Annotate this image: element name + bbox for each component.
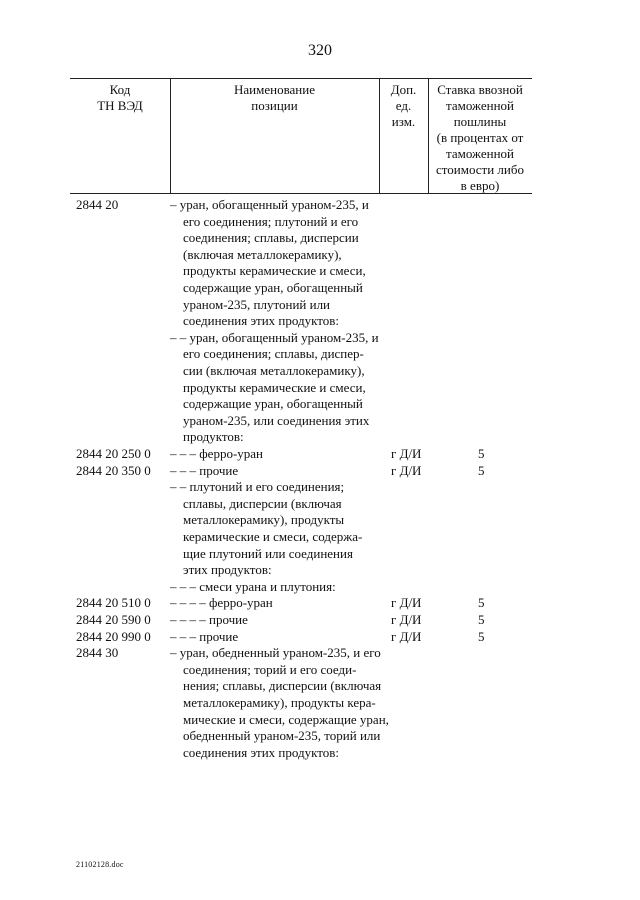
row-description-line: его соединения; плутоний и его (183, 213, 359, 229)
row-description-line: продукты керамические и смеси, (183, 379, 366, 395)
row-description-line: – – – прочие (170, 628, 239, 644)
table-row (0, 463, 640, 480)
row-description-line: продукты керамические и смеси, (183, 263, 366, 279)
header-unit: Доп. ед. изм. (390, 82, 417, 129)
row-description-line: – – плутоний и его соединения; (170, 479, 345, 495)
row-code: 2844 20 (76, 197, 119, 212)
table-row (0, 612, 640, 629)
table-row (0, 579, 640, 596)
row-description-line: соединения; сплавы, дисперсии (183, 230, 359, 246)
row-code: 2844 20 510 0 (76, 595, 151, 611)
row-description-line: керамические и смеси, содержа- (183, 528, 363, 544)
row-description-line: сии (включая металлокерамику), (183, 362, 365, 378)
row-description-line: – – – ферро-уран (170, 446, 263, 461)
table-row (0, 479, 640, 579)
row-description-line: мические и смеси, содержащие уран, (183, 711, 389, 727)
row-code: 2844 20 350 0 (76, 462, 151, 478)
row-unit: г Д/И (391, 595, 422, 611)
table-row (0, 645, 640, 761)
row-description-line: – уран, обогащенный ураном-235, и (170, 197, 369, 212)
row-description-line: – – – – ферро-уран (170, 595, 273, 611)
row-unit: г Д/И (391, 628, 422, 644)
row-code: 2844 20 250 0 (76, 446, 151, 461)
row-unit: г Д/И (391, 446, 422, 461)
row-code: 2844 20 990 0 (76, 628, 151, 644)
row-description-line: – уран, обедненный ураном-235, и его (170, 645, 381, 661)
row-description-line: – – – смеси урана и плутония: (170, 578, 336, 594)
row-code: 2844 30 (76, 645, 119, 661)
row-description-line: содержащие уран, обогащенный (183, 280, 363, 295)
row-description-line: металлокерамику), продукты кера- (183, 694, 376, 710)
row-description-line: щие плутоний или соединения (183, 545, 353, 561)
row-unit: г Д/И (391, 462, 422, 478)
table-row (0, 595, 640, 612)
row-description-line: продуктов: (183, 429, 244, 445)
row-description-line: соединения этих продуктов: (183, 744, 340, 760)
table-row (0, 629, 640, 646)
file-name-footer: 21102128.doc (76, 860, 124, 869)
row-rate: 5 (478, 462, 485, 478)
row-description-line: содержащие уран, обогащенный (183, 396, 363, 412)
row-description-line: соединения; торий и его соеди- (183, 661, 357, 677)
row-description-line: – – – прочие (170, 462, 239, 478)
table-row (0, 197, 640, 330)
row-unit: г Д/И (391, 612, 422, 627)
table-top-rule (70, 78, 532, 79)
row-description-line: его соединения; сплавы, диспер- (183, 346, 364, 362)
row-rate: 5 (478, 595, 485, 611)
page-number: 320 (308, 42, 332, 59)
row-description-line: – – – – прочие (170, 612, 248, 627)
table-row (0, 330, 640, 446)
row-description-line: – – уран, обогащенный ураном-235, и (170, 329, 379, 345)
header-rate: Ставка ввозной таможенной пошлины (в процентах от таможенной стоимости либо в евро) (435, 82, 524, 193)
header-name: Наименование позиции (234, 82, 315, 113)
row-description-line: соединения этих продуктов: (183, 313, 340, 329)
row-rate: 5 (478, 446, 485, 461)
row-description-line: этих продуктов: (183, 562, 272, 578)
row-rate: 5 (478, 612, 485, 627)
header-code: Код ТН ВЭД (97, 82, 143, 113)
row-rate: 5 (478, 628, 485, 644)
row-description-line: (включая металлокерамику), (183, 246, 342, 262)
row-description-line: металлокерамику), продукты (183, 512, 345, 528)
row-description-line: обедненный ураном-235, торий или (183, 728, 381, 744)
row-description-line: сплавы, дисперсии (включая (183, 495, 342, 511)
row-code: 2844 20 590 0 (76, 612, 151, 627)
table-row (0, 446, 640, 463)
row-description-line: ураном-235, или соединения этих (183, 412, 370, 428)
row-description-line: ураном-235, плутоний или (183, 296, 331, 312)
row-description-line: нения; сплавы, дисперсии (включая (183, 678, 382, 694)
